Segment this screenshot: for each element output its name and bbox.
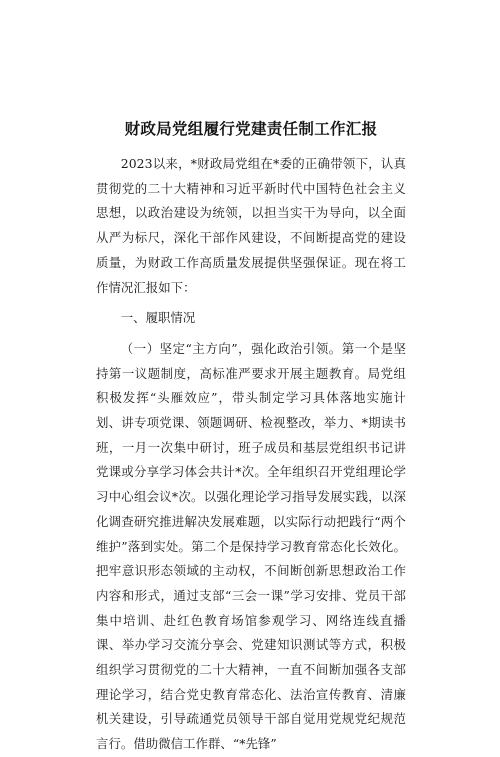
- document-title: 财政局党组履行党建责任制工作汇报: [124, 120, 378, 138]
- section-paragraph: （一）坚定“主方向”，强化政治引领。第一个是坚持第一议题制度，高标准严要求开展主题教育。局党组积极发挥“头雁效应”，带头制定学习具体落地实施计划、讲专项党课、领题调研、检视整改，举力、*期读书班，一月一次集中研讨，班子成员和基层党组织书记讲党课或分享学习体会共计*次。全年组织召开党组理论学习中心组会议*次。以强化理论学习指导发展实践，以深化调查研究推进解决发展难题，以实际行动把践行“两个维护”落到实处。第二个是保持学习教育常态化长效化。把牢意识形态领域的主动权，不间断创新思想政治工作内容和形式，通过支部“三会一课”学习安排、党员干部集中培训、赴红色教育场馆参观学习、网络连线直播课、举办学习交流分享会、党建知识测试等方式，积极组织学习贯彻党的二十大精神，一直不间断加强各支部理论学习，结合党史教育常态化、法治宣传教育、清廉机关建设，引导疏通党员领导干部自觉用党规党纪规范言行。借助微信工作群、“*先锋”: [96, 340, 406, 752]
- section-heading: 一、履职情况: [120, 310, 196, 326]
- intro-paragraph: 2023以来，*财政局党组在*委的正确带领下，认真贯彻党的二十大精神和习近平新时代中国特色社会主义思想，以政治建设为统领，以担当实干为导向，以全面从严为标尺，深化干部作风建设，不间断提高党的建设质量，为财政工作高质量发展提供坚强保证。现在将工作情况汇报如下：: [96, 156, 406, 295]
- document-page: [96, 118, 406, 757]
